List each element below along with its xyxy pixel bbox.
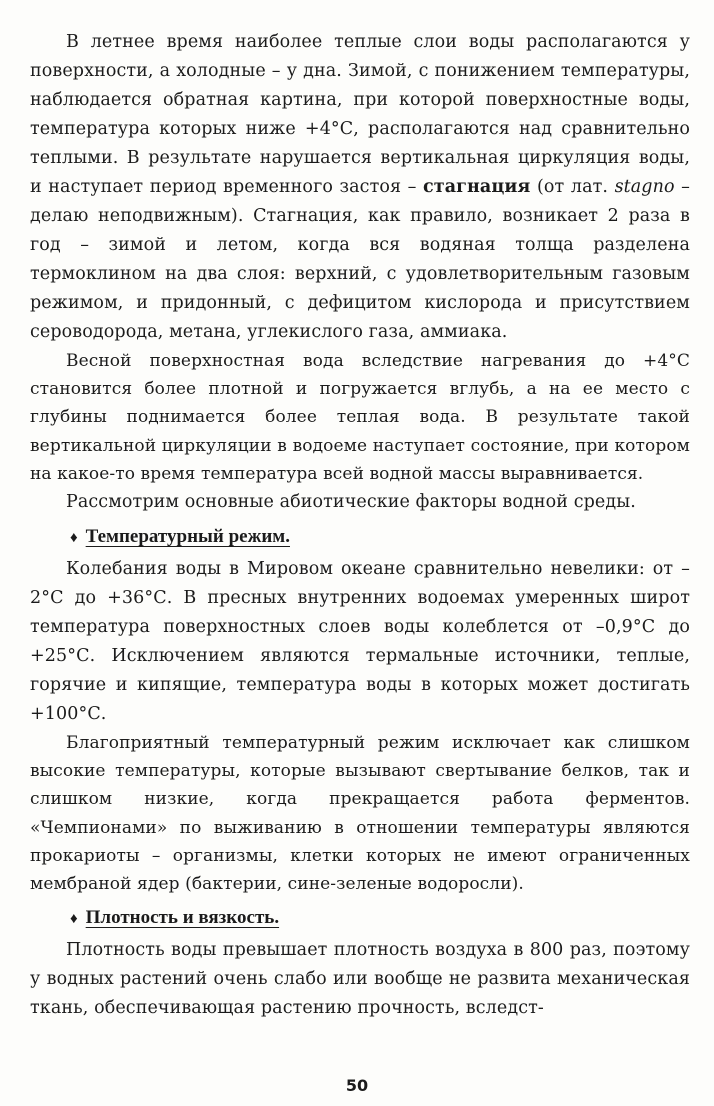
page-content [30, 28, 690, 1023]
paragraph-stagnation [30, 28, 690, 347]
paragraph-abiotic-intro: Рассмотрим основные абиотические факторы водной среды. [66, 492, 636, 513]
heading-temperature [30, 519, 690, 555]
diamond-bullet-icon: ♦ [70, 530, 78, 547]
heading-density-text: Плотность и вязкость. [85, 907, 280, 929]
page-number: 50 [345, 1076, 369, 1095]
paragraph-density: Плотность воды превышает плотность воздуха в 800 раз, поэтому у водных растений очень слабо или вообще не развита механическая ткань, обеспечивающая растению прочность, вследст- [30, 940, 690, 1019]
latin-word: stagno [614, 177, 675, 197]
paragraph-stagnation-text-1: В летнее время наиболее теплые слои воды располагаются у поверхности, а холодные – у дна. Зимой, с понижением температуры, наблюдается обратная картина, при которой поверхностные воды, температура которых ниже +4°С, располагаются над сравнительно теплыми. В результате нарушается вертикальная циркуляция воды, и наступает период временного застоя – [30, 32, 690, 197]
term-stagnation: стагнация [423, 177, 531, 197]
paragraph-stagnation-text-2: (от лат. [530, 177, 615, 197]
paragraph-temperature-regime: Благоприятный температурный режим исключает как слишком высокие температуры, которые вызывают свертывание белков, так и слишком низкие, когда прекращается работа ферментов. «Чемпионами» по выживанию в отношении температуры являются прокариоты – организмы, клетки которых не имеют ограниченных мембраной ядер (бактерии, сине-зеленые водоросли). [30, 733, 690, 895]
paragraph-stagnation-text-3: – делаю неподвижным). Стагнация, как правило, возникает 2 раза в год – зимой и летом, когда вся водяная толща разделена термоклином на два слоя: верхний, с удовлетворительным газовым режимом, и придонный, с дефицитом кислорода и присутствием сероводорода, метана, углекислого газа, аммиака. [30, 177, 690, 342]
paragraph-spring-circulation: Весной поверхностная вода вследствие нагревания до +4°С становится более плотной и погружается вглубь, а на ее место с глубины поднимается более теплая вода. В результате такой вертикальной циркуляции в водоеме наступает состояние, при котором на какое-то время температура всей водной массы выравнивается. [30, 351, 690, 484]
heading-density [30, 900, 690, 936]
heading-temperature-text: Температурный режим. [85, 526, 290, 548]
paragraph-temperature-range: Колебания воды в Мировом океане сравнительно невелики: от –2°С до +36°С. В пресных внутренних водоемах умеренных широт температура поверхностных слоев воды колеблется от –0,9°С до +25°С. Исключением являются термальные источники, теплые, горячие и кипящие, температура воды в которых может достигать +100°С. [30, 559, 690, 725]
diamond-bullet-icon: ♦ [70, 911, 78, 928]
